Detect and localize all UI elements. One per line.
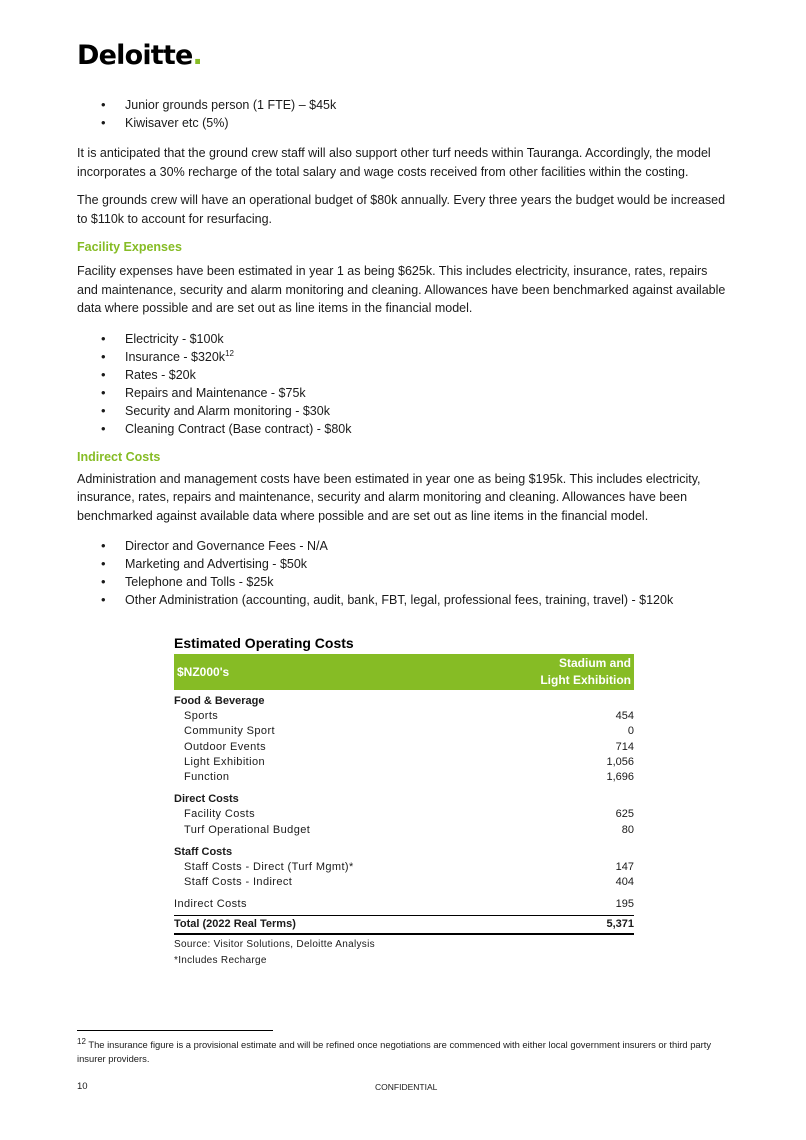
header-column: Stadium and Light Exhibition xyxy=(540,656,631,687)
list-item: • Insurance - $\$320k^{12}$ xyxy=(77,348,727,366)
table-row: Staff Costs - Direct (Turf Mgmt)* 147 xyxy=(184,861,634,874)
section-food-beverage: Food & Beverage xyxy=(174,695,265,707)
list-item: • Kiwisaver etc (5%) xyxy=(77,114,727,132)
heading-facility-expenses: Facility Expenses xyxy=(77,240,182,254)
list-item: • Rates - $20k xyxy=(77,366,727,384)
table-row: Outdoor Events 714 xyxy=(184,740,634,753)
list-item: • Junior grounds person (1 FTE) – $45k xyxy=(77,96,727,114)
confidential-label: CONFIDENTIAL xyxy=(375,1082,438,1092)
list-item: • Repairs and Maintenance - $75k xyxy=(77,384,727,402)
table-row: Light Exhibition 1,056 xyxy=(184,755,634,768)
indirect-bullet-list xyxy=(77,537,727,609)
facility-bullet-list xyxy=(77,330,727,438)
list-item: • Other Administration (accounting, audit, bank, FBT, legal, professional fees, training, travel) - $120k xyxy=(77,591,727,609)
table-row: Staff Costs - Indirect 404 xyxy=(184,876,634,889)
list-item: • Telephone and Tolls - $25k xyxy=(77,573,727,591)
deloitte-logo: Deloitte. xyxy=(77,40,202,71)
paragraph-indirect: Administration and management costs have been estimated in year one as being $195k. This includes electricity, insurance, rates, repairs and maintenance, security and alarm monitoring and cleaning. Allowances have been benchmarked against available data where possible and are set out as line items in the financial model. xyxy=(77,471,701,523)
page-content xyxy=(77,96,727,609)
table-header xyxy=(174,654,634,690)
table-title: Estimated Operating Costs xyxy=(174,635,354,651)
list-item: • Cleaning Contract (Base contract) - $80k xyxy=(77,420,727,438)
table-total-row: Total (2022 Real Terms) 5,371 xyxy=(174,915,634,935)
operating-costs-table xyxy=(174,634,634,969)
footnote-divider xyxy=(77,1030,273,1031)
section-staff-costs: Staff Costs xyxy=(174,846,233,859)
list-item: • Security and Alarm monitoring - $30k xyxy=(77,402,727,420)
page-number: 10 xyxy=(77,1081,88,1092)
table-note: *Includes Recharge xyxy=(174,954,267,966)
table-row-indirect: Indirect Costs 195 xyxy=(174,897,634,910)
list-item: • Electricity - $100k xyxy=(77,330,727,348)
table-source: Source: Visitor Solutions, Deloitte Analysis xyxy=(174,938,375,950)
list-item: • Marketing and Advertising - $50k xyxy=(77,555,727,573)
footnote: $^{12}$ The insurance figure is a provisional estimate and will be refined once negotiations are commenced with either local government insurers or third party insurer providers. xyxy=(77,1036,712,1064)
table-row: Turf Operational Budget 80 xyxy=(184,823,634,836)
paragraph-recharge: It is anticipated that the ground crew staff will also support other turf needs within Tauranga. Accordingly, the model incorporates a 30% recharge of the total salary and wage costs received from other facilities within the costing. xyxy=(77,146,711,179)
paragraph-facility: Facility expenses have been estimated in year 1 as being $625k. This includes electricity, insurance, rates, repairs and maintenance, security and alarm monitoring and cleaning. Allowances have been benchmarked against available data where possible and are set out as line items in the financial model. xyxy=(77,264,726,315)
table-row: Facility Costs 625 xyxy=(184,808,634,821)
heading-indirect-costs: Indirect Costs xyxy=(77,449,161,464)
paragraph-budget: The grounds crew will have an operational budget of $80k annually. Every three years the budget would be increased to $110k to account for resurfacing. xyxy=(77,193,726,226)
header-currency: $NZ000's xyxy=(177,665,230,679)
table-row: Function 1,696 xyxy=(184,771,634,784)
section-direct-costs: Direct Costs xyxy=(174,793,239,806)
table-row: Sports 454 xyxy=(184,710,634,722)
top-bullet-list xyxy=(77,96,727,132)
table-row: Community Sport 0 xyxy=(184,725,634,738)
list-item: • Director and Governance Fees - N/A xyxy=(77,537,727,555)
footnote-ref: 12 xyxy=(225,348,234,358)
